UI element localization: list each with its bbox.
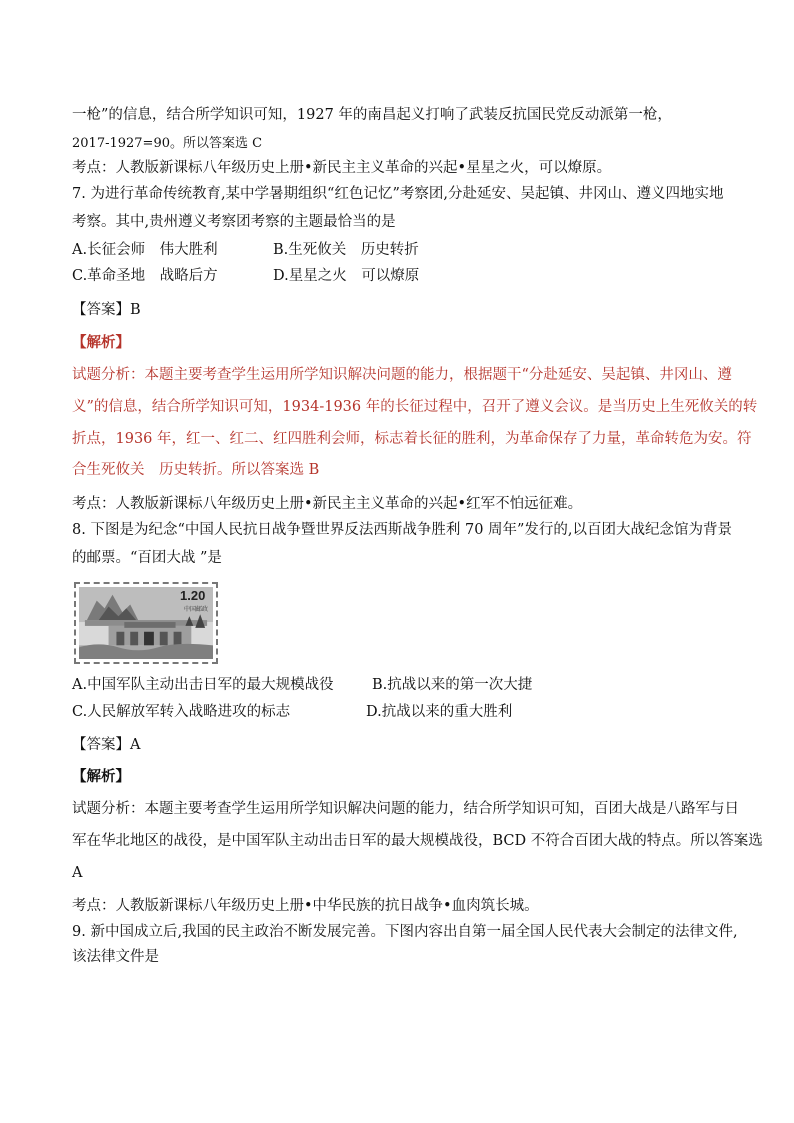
- question-7-option-c: C.革命圣地 战略后方: [72, 268, 218, 284]
- question-8-analysis: A: [72, 865, 83, 881]
- kaodian-line: 考点：人教版新课标八年级历史上册•新民主主义革命的兴起•星星之火，可以燎原。: [72, 160, 612, 176]
- question-8-analysis: 试题分析：本题主要考查学生运用所学知识解决问题的能力，结合所学知识可知，百团大战是八路军与日: [72, 801, 739, 817]
- question-7-analysis: 合生死攸关 历史转折。所以答案选 B: [72, 462, 320, 478]
- question-7-analysis: 义”的信息，结合所学知识可知，1934-1936 年的长征过程中，召开了遵义会议。是当历史上生死攸关的转: [72, 399, 758, 415]
- stamp-country-label: 中国邮政: [184, 606, 209, 613]
- question-7-option-d: D.星星之火 可以燎原: [273, 268, 420, 284]
- text-line: 2017-1927=90。所以答案选 C: [72, 136, 263, 151]
- question-8-answer: 【答案】A: [72, 737, 141, 753]
- question-8-stem: 的邮票。“百团大战 ”是: [72, 550, 222, 566]
- question-7-answer: 【答案】B: [72, 302, 141, 318]
- question-7-analysis: 试题分析：本题主要考查学生运用所学知识解决问题的能力，根据题干“分赴延安、吴起镇、井冈山、遵: [72, 367, 732, 383]
- text-line: 一枪”的信息，结合所学知识可知，1927 年的南昌起义打响了武装反抗国民党反动派第一枪，: [72, 107, 672, 123]
- commemorative-stamp-image: [74, 582, 218, 664]
- question-8-stem: 8. 下图是为纪念“中国人民抗日战争暨世界反法西斯战争胜利 70 周年”发行的,以百团大战纪念馆为背景: [72, 522, 733, 538]
- question-9-stem: 9. 新中国成立后,我国的民主政治不断发展完善。下图内容出自第一届全国人民代表大会制定的法律文件,: [72, 924, 738, 940]
- question-7-kaodian: 考点：人教版新课标八年级历史上册•新民主主义革命的兴起•红军不怕远征难。: [72, 496, 583, 512]
- question-8-analysis-heading: 【解析】: [72, 768, 130, 785]
- question-8-option-d: D.抗战以来的重大胜利: [366, 704, 513, 720]
- question-7-option-a: A.长征会师 伟大胜利: [72, 242, 218, 258]
- question-7-stem: 考察。其中,贵州遵义考察团考察的主题最恰当的是: [72, 214, 396, 230]
- stamp-denomination: 1.20: [180, 588, 206, 603]
- question-8-option-a: A.中国军队主动出击日军的最大规模战役: [72, 677, 334, 693]
- question-7-stem: 7. 为进行革命传统教育,某中学暑期组织“红色记忆”考察团,分赴延安、吴起镇、井冈山、遵义四地实地: [72, 186, 724, 202]
- question-8-option-c: C.人民解放军转入战略进攻的标志: [72, 704, 291, 720]
- question-8-option-b: B.抗战以来的第一次大捷: [372, 677, 533, 693]
- question-9-stem: 该法律文件是: [72, 949, 159, 965]
- question-7-analysis: 折点，1936 年，红一、红二、红四胜利会师，标志着长征的胜利，为革命保存了力量，革命转危为安。符: [72, 431, 752, 447]
- question-8-kaodian: 考点：人教版新课标八年级历史上册•中华民族的抗日战争•血肉筑长城。: [72, 898, 539, 914]
- question-7-option-b: B.生死攸关 历史转折: [273, 242, 419, 258]
- question-8-analysis: 军在华北地区的战役，是中国军队主动出击日军的最大规模战役，BCD 不符合百团大战的特点。所以答案选: [72, 833, 763, 849]
- question-7-analysis-heading: 【解析】: [72, 334, 130, 351]
